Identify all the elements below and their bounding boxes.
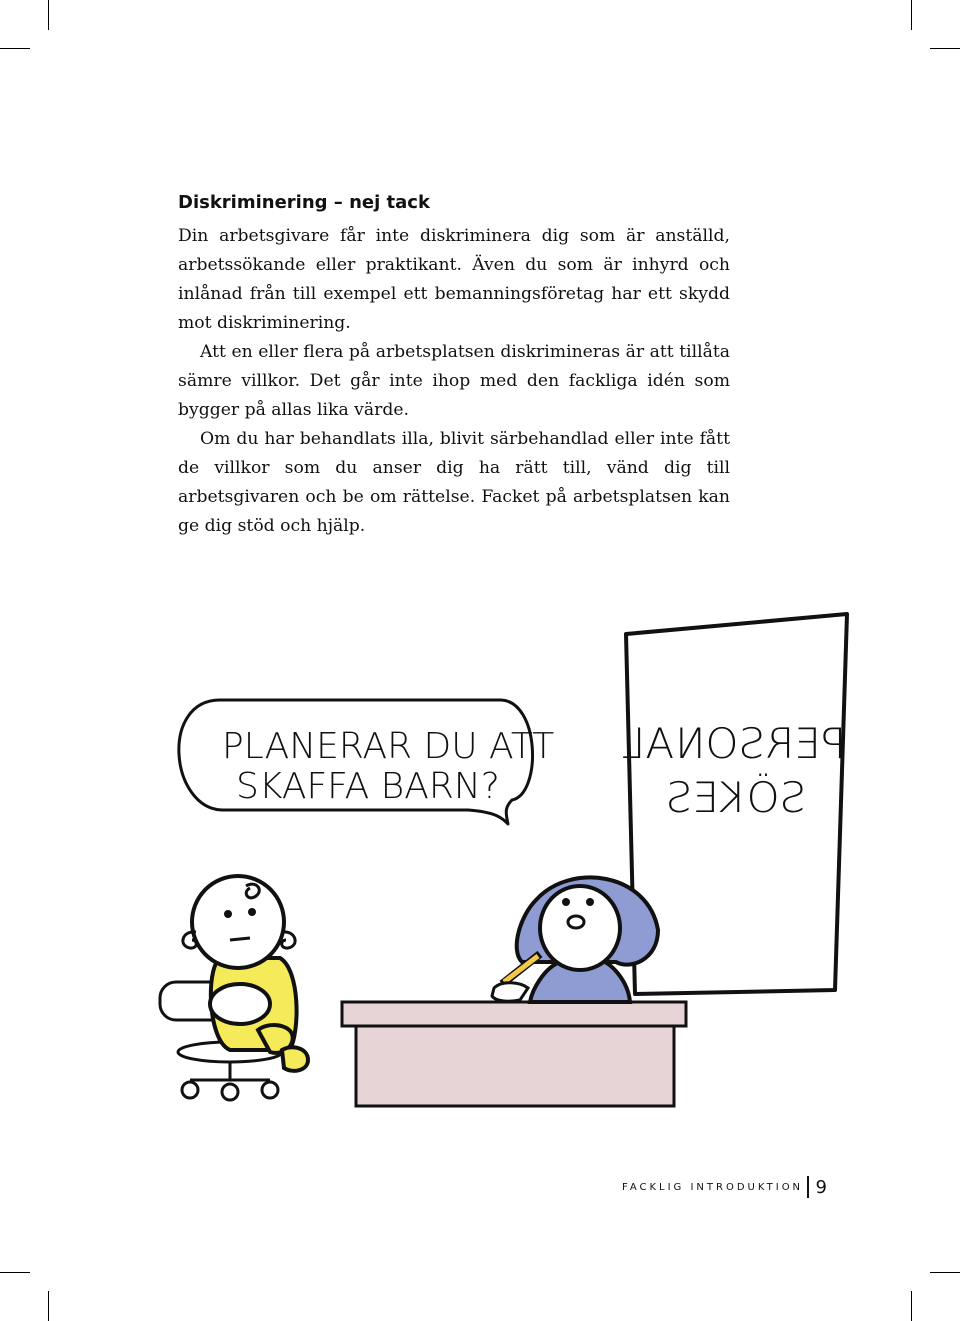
crop-mark	[930, 1272, 960, 1273]
page-footer	[622, 1176, 827, 1198]
article-paragraph-3: Om du har behandlats illa, blivit särbehandlad eller inte fått de villkor som du anser dig ha rätt till, vänd dig till arbetsgivaren och be om rättelse. Facket på arbetsplatsen kan ge dig stöd och hjälp.	[178, 429, 730, 536]
footer-divider	[807, 1176, 809, 1198]
article	[178, 190, 730, 541]
job-interview-illustration	[150, 610, 860, 1110]
article-paragraph-2: Att en eller flera på arbetsplatsen diskrimineras är att tillåta sämre villkor. Det går inte ihop med den fackliga idén som bygger på allas lika värde.	[178, 342, 730, 420]
speech-text-line1: PLANERAR DU ATT	[222, 726, 555, 767]
crop-mark	[911, 1291, 912, 1321]
sign-text-line2: SÖKES	[665, 773, 807, 822]
desk	[342, 1002, 686, 1106]
crop-mark	[48, 1291, 49, 1321]
crop-mark	[911, 0, 912, 30]
crop-mark	[0, 48, 30, 49]
speech-text-line2: SKAFFA BARN?	[236, 766, 500, 807]
crop-mark	[48, 0, 49, 30]
candidate-character	[183, 876, 308, 1071]
article-paragraph-1: Din arbetsgivare får inte diskriminera dig som är anställd, arbetssökande eller praktikant. Även du som är inhyrd och inlånad från till exempel ett bemanningsföretag har ett skydd mot diskriminering.	[178, 226, 730, 333]
speech-bubble	[179, 700, 554, 824]
crop-mark	[0, 1272, 30, 1273]
crop-mark	[930, 48, 960, 49]
page-number: 9	[815, 1176, 827, 1198]
footer-label: FACKLIG INTRODUKTION	[621, 1181, 804, 1193]
article-heading: Diskriminering – nej tack	[178, 192, 430, 213]
sign-text-line1: PERSONAL	[621, 719, 847, 768]
